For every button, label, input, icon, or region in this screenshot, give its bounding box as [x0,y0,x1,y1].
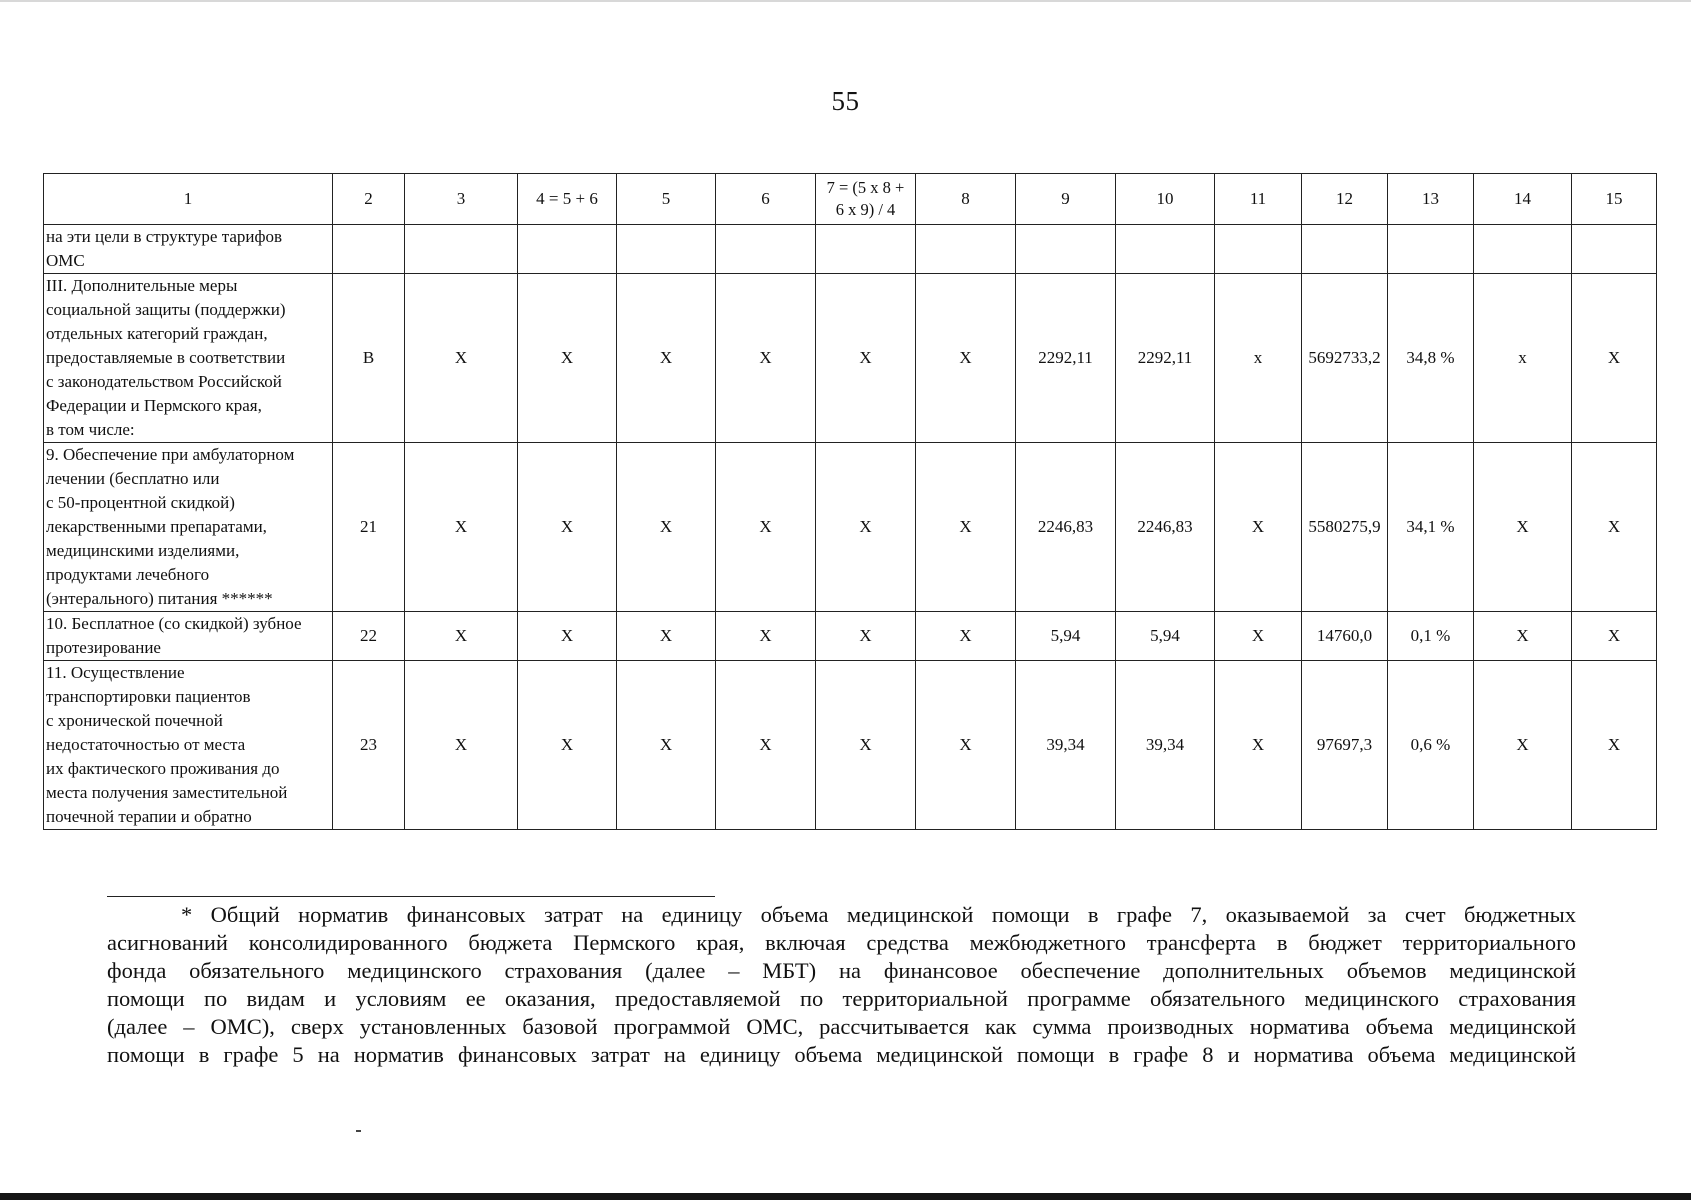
table-cell: X [716,274,816,443]
table-cell [1388,225,1474,274]
row-name-cell [44,661,333,830]
table-cell: X [518,274,617,443]
table-cell [916,225,1016,274]
row-name-line: с хронической почечной [46,711,223,730]
scan-bottom-edge [0,1193,1691,1200]
row-name-line: лекарственными препаратами, [46,517,267,536]
row-name-line: почечной терапии и обратно [46,807,252,826]
row-name-line: отдельных категорий граждан, [46,324,268,343]
row-name-line: 10. Бесплатное (со скидкой) зубное [46,614,302,633]
financing-table [43,173,1657,830]
table-cell: X [716,612,816,661]
row-name-line: с 50-процентной скидкой) [46,493,235,512]
footnote-line: помощи в графе 5 на норматив финансовых затрат на единицу объема медицинской помощи в графе 8 и норматива объема медицинской [107,1042,1576,1067]
table-cell: X [1572,443,1657,612]
table-cell: В [333,274,405,443]
table-cell: X [1572,661,1657,830]
table-cell: X [1474,661,1572,830]
table-cell: 21 [333,443,405,612]
table-row [44,225,1657,274]
table-cell: X [816,661,916,830]
table-cell: x [1215,274,1302,443]
table-cell: X [916,274,1016,443]
row-name-line: Федерации и Пермского края, [46,396,262,415]
row-name-cell [44,612,333,661]
table-cell [1016,225,1116,274]
row-name-line: в том числе: [46,420,135,439]
table-cell: X [518,443,617,612]
table-row [44,612,1657,661]
table-cell: 5,94 [1016,612,1116,661]
header-cell: 8 [916,174,1016,225]
table-cell: 34,1 % [1388,443,1474,612]
page-number: 55 [831,86,860,116]
table-cell: 22 [333,612,405,661]
row-name-cell [44,274,333,443]
table-cell: 0,1 % [1388,612,1474,661]
row-name-line: ОМС [46,251,85,270]
formula-line: 7 = (5 x 8 + [826,178,905,197]
table-cell: X [405,443,518,612]
row-name-cell [44,443,333,612]
header-cell: 9 [1016,174,1116,225]
table-cell: X [518,661,617,830]
header-cell: 1 [44,174,333,225]
row-name-line: на эти цели в структуре тарифов [46,227,283,246]
row-name-line: транспортировки пациентов [46,687,251,706]
row-name-line: с законодательством Российской [46,372,282,391]
table-cell: X [916,612,1016,661]
table-cell [617,225,716,274]
table-cell [1215,225,1302,274]
table-cell: X [405,274,518,443]
table-cell: X [1474,612,1572,661]
table-cell: 14760,0 [1302,612,1388,661]
table-cell: x [1474,274,1572,443]
table-cell: X [1572,274,1657,443]
row-name-line: предоставляемые в соответствии [46,348,286,367]
row-name-line: места получения заместительной [46,783,288,802]
header-cell: 10 [1116,174,1215,225]
header-cell: 11 [1215,174,1302,225]
table-cell: 97697,3 [1302,661,1388,830]
table-cell: X [1215,612,1302,661]
table-header-row [44,174,1657,225]
table-cell: 34,8 % [1388,274,1474,443]
table-cell: X [816,274,916,443]
table-cell: 5,94 [1116,612,1215,661]
table-cell: X [816,443,916,612]
table-cell: 23 [333,661,405,830]
footnote-line: фонда обязательного медицинского страхования (далее – МБТ) на финансовое обеспечение дополнительных объемов медицинской [107,958,1576,983]
table-cell: X [617,612,716,661]
table-cell: 2246,83 [1016,443,1116,612]
table-cell: X [518,612,617,661]
table-cell: X [405,661,518,830]
table-cell: 39,34 [1116,661,1215,830]
footnote [107,901,1576,1069]
table-cell: X [617,443,716,612]
table-cell: X [617,274,716,443]
table-cell [716,225,816,274]
row-name-cell [44,225,333,274]
scan-speck [356,1130,361,1132]
footnote-line: * Общий норматив финансовых затрат на единицу объема медицинской помощи в графе 7, оказываемой за счет бюджетных [181,902,1576,927]
header-cell: 6 [716,174,816,225]
table-cell: 0,6 % [1388,661,1474,830]
footnote-line: (далее – ОМС), сверх установленных базовой программой ОМС, рассчитывается как сумма производных норматива объема медицинской [107,1014,1576,1039]
table-cell [1572,225,1657,274]
header-cell: 5 [617,174,716,225]
table-cell: X [1474,443,1572,612]
table-row [44,443,1657,612]
table-cell: X [1215,443,1302,612]
row-name-line: медицинскими изделиями, [46,541,240,560]
footnote-separator [107,896,715,897]
footnote-line: асигнований консолидированного бюджета Пермского края, включая средства межбюджетного трансферта в бюджет территориального [107,930,1576,955]
row-name-line: III. Дополнительные меры [46,276,238,295]
table-cell: X [617,661,716,830]
row-name-line: лечении (бесплатно или [46,469,220,488]
row-name-line: протезирование [46,638,161,657]
table-cell [816,225,916,274]
row-name-line: недостаточностью от места [46,735,246,754]
footnote-line: помощи по видам и условиям ее оказания, предоставляемой по территориальной программе обязательного медицинского страхования [107,986,1576,1011]
row-name-line: социальной защиты (поддержки) [46,300,286,319]
table-cell: X [916,443,1016,612]
header-cell: 12 [1302,174,1388,225]
table-cell: X [716,661,816,830]
row-name-line: их фактического проживания до [46,759,280,778]
header-cell: 2 [333,174,405,225]
table-row [44,274,1657,443]
table-cell: 5692733,2 [1302,274,1388,443]
table-cell: X [1215,661,1302,830]
table-cell [333,225,405,274]
table-cell: 2246,83 [1116,443,1215,612]
header-cell: 4 = 5 + 6 [518,174,617,225]
table-cell: X [716,443,816,612]
table-cell: 2292,11 [1116,274,1215,443]
row-name-line: 9. Обеспечение при амбулаторном [46,445,295,464]
table-cell: X [916,661,1016,830]
scan-top-edge [0,0,1691,2]
table-cell [1474,225,1572,274]
table-cell [518,225,617,274]
table-cell [1302,225,1388,274]
header-cell-formula [816,174,916,225]
header-cell: 13 [1388,174,1474,225]
table-cell: X [816,612,916,661]
formula-line: 6 x 9) / 4 [835,200,896,219]
row-name-line: 11. Осуществление [46,663,185,682]
table-cell [405,225,518,274]
table-cell: 39,34 [1016,661,1116,830]
table-cell [1116,225,1215,274]
table-cell: 2292,11 [1016,274,1116,443]
header-cell: 15 [1572,174,1657,225]
table-cell: 5580275,9 [1302,443,1388,612]
row-name-line: продуктами лечебного [46,565,210,584]
table-cell: X [405,612,518,661]
row-name-line: (энтерального) питания ****** [46,589,273,608]
header-cell: 3 [405,174,518,225]
table-row [44,661,1657,830]
table-cell: X [1572,612,1657,661]
header-cell: 14 [1474,174,1572,225]
